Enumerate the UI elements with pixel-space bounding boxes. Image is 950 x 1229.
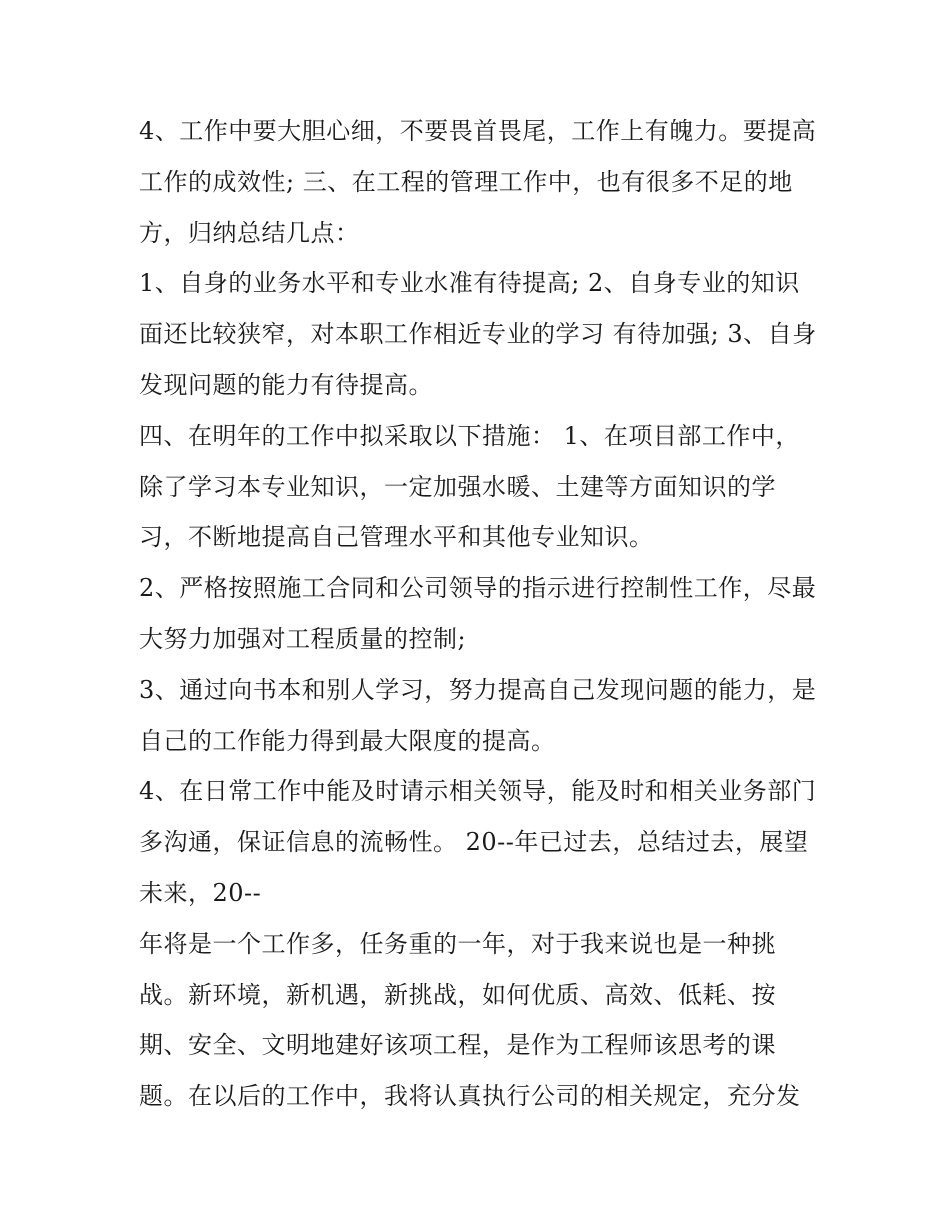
paragraph-4: 2、严格按照施工合同和公司领导的指示进行控制性工作，尽最大努力加强对工程质量的控制;	[139, 574, 817, 653]
paragraph-7: 年将是一个工作多，任务重的一年，对于我来说也是一种挑战。新环境，新机遇，新挑战，如何优质、高效、低耗、按期、安全、文明地建好该项工程，是作为工程师该思考的课题。在以后的工作中，我将认真执行公司的相关规定，充分发	[139, 929, 801, 1111]
paragraph-3: 四、在明年的工作中拟采取以下措施： 1、在项目部工作中，除了学习本专业知识，一定加强水暖、土建等方面知识的学习，不断地提高自己管理水平和其他专业知识。	[139, 421, 800, 552]
paragraph-6: 4、在日常工作中能及时请示相关领导，能及时和相关业务部门多沟通，保证信息的流畅性。 20--年已过去，总结过去，展望未来，20--	[139, 777, 817, 907]
document-body	[139, 106, 819, 1122]
paragraph-5: 3、通过向书本和别人学习，努力提高自己发现问题的能力，是自己的工作能力得到最大限度的提高。	[139, 675, 817, 755]
paragraph-1: 4、工作中要大胆心细，不要畏首畏尾，工作上有魄力。要提高工作的成效性; 三、在工程的管理工作中，也有很多不足的地方，归纳总结几点：	[139, 117, 817, 247]
paragraph-2: 1、自身的业务水平和专业水准有待提高; 2、自身专业的知识面还比较狭窄，对本职工作相近专业的学习 有待加强; 3、自身发现问题的能力有待提高。	[139, 269, 817, 399]
